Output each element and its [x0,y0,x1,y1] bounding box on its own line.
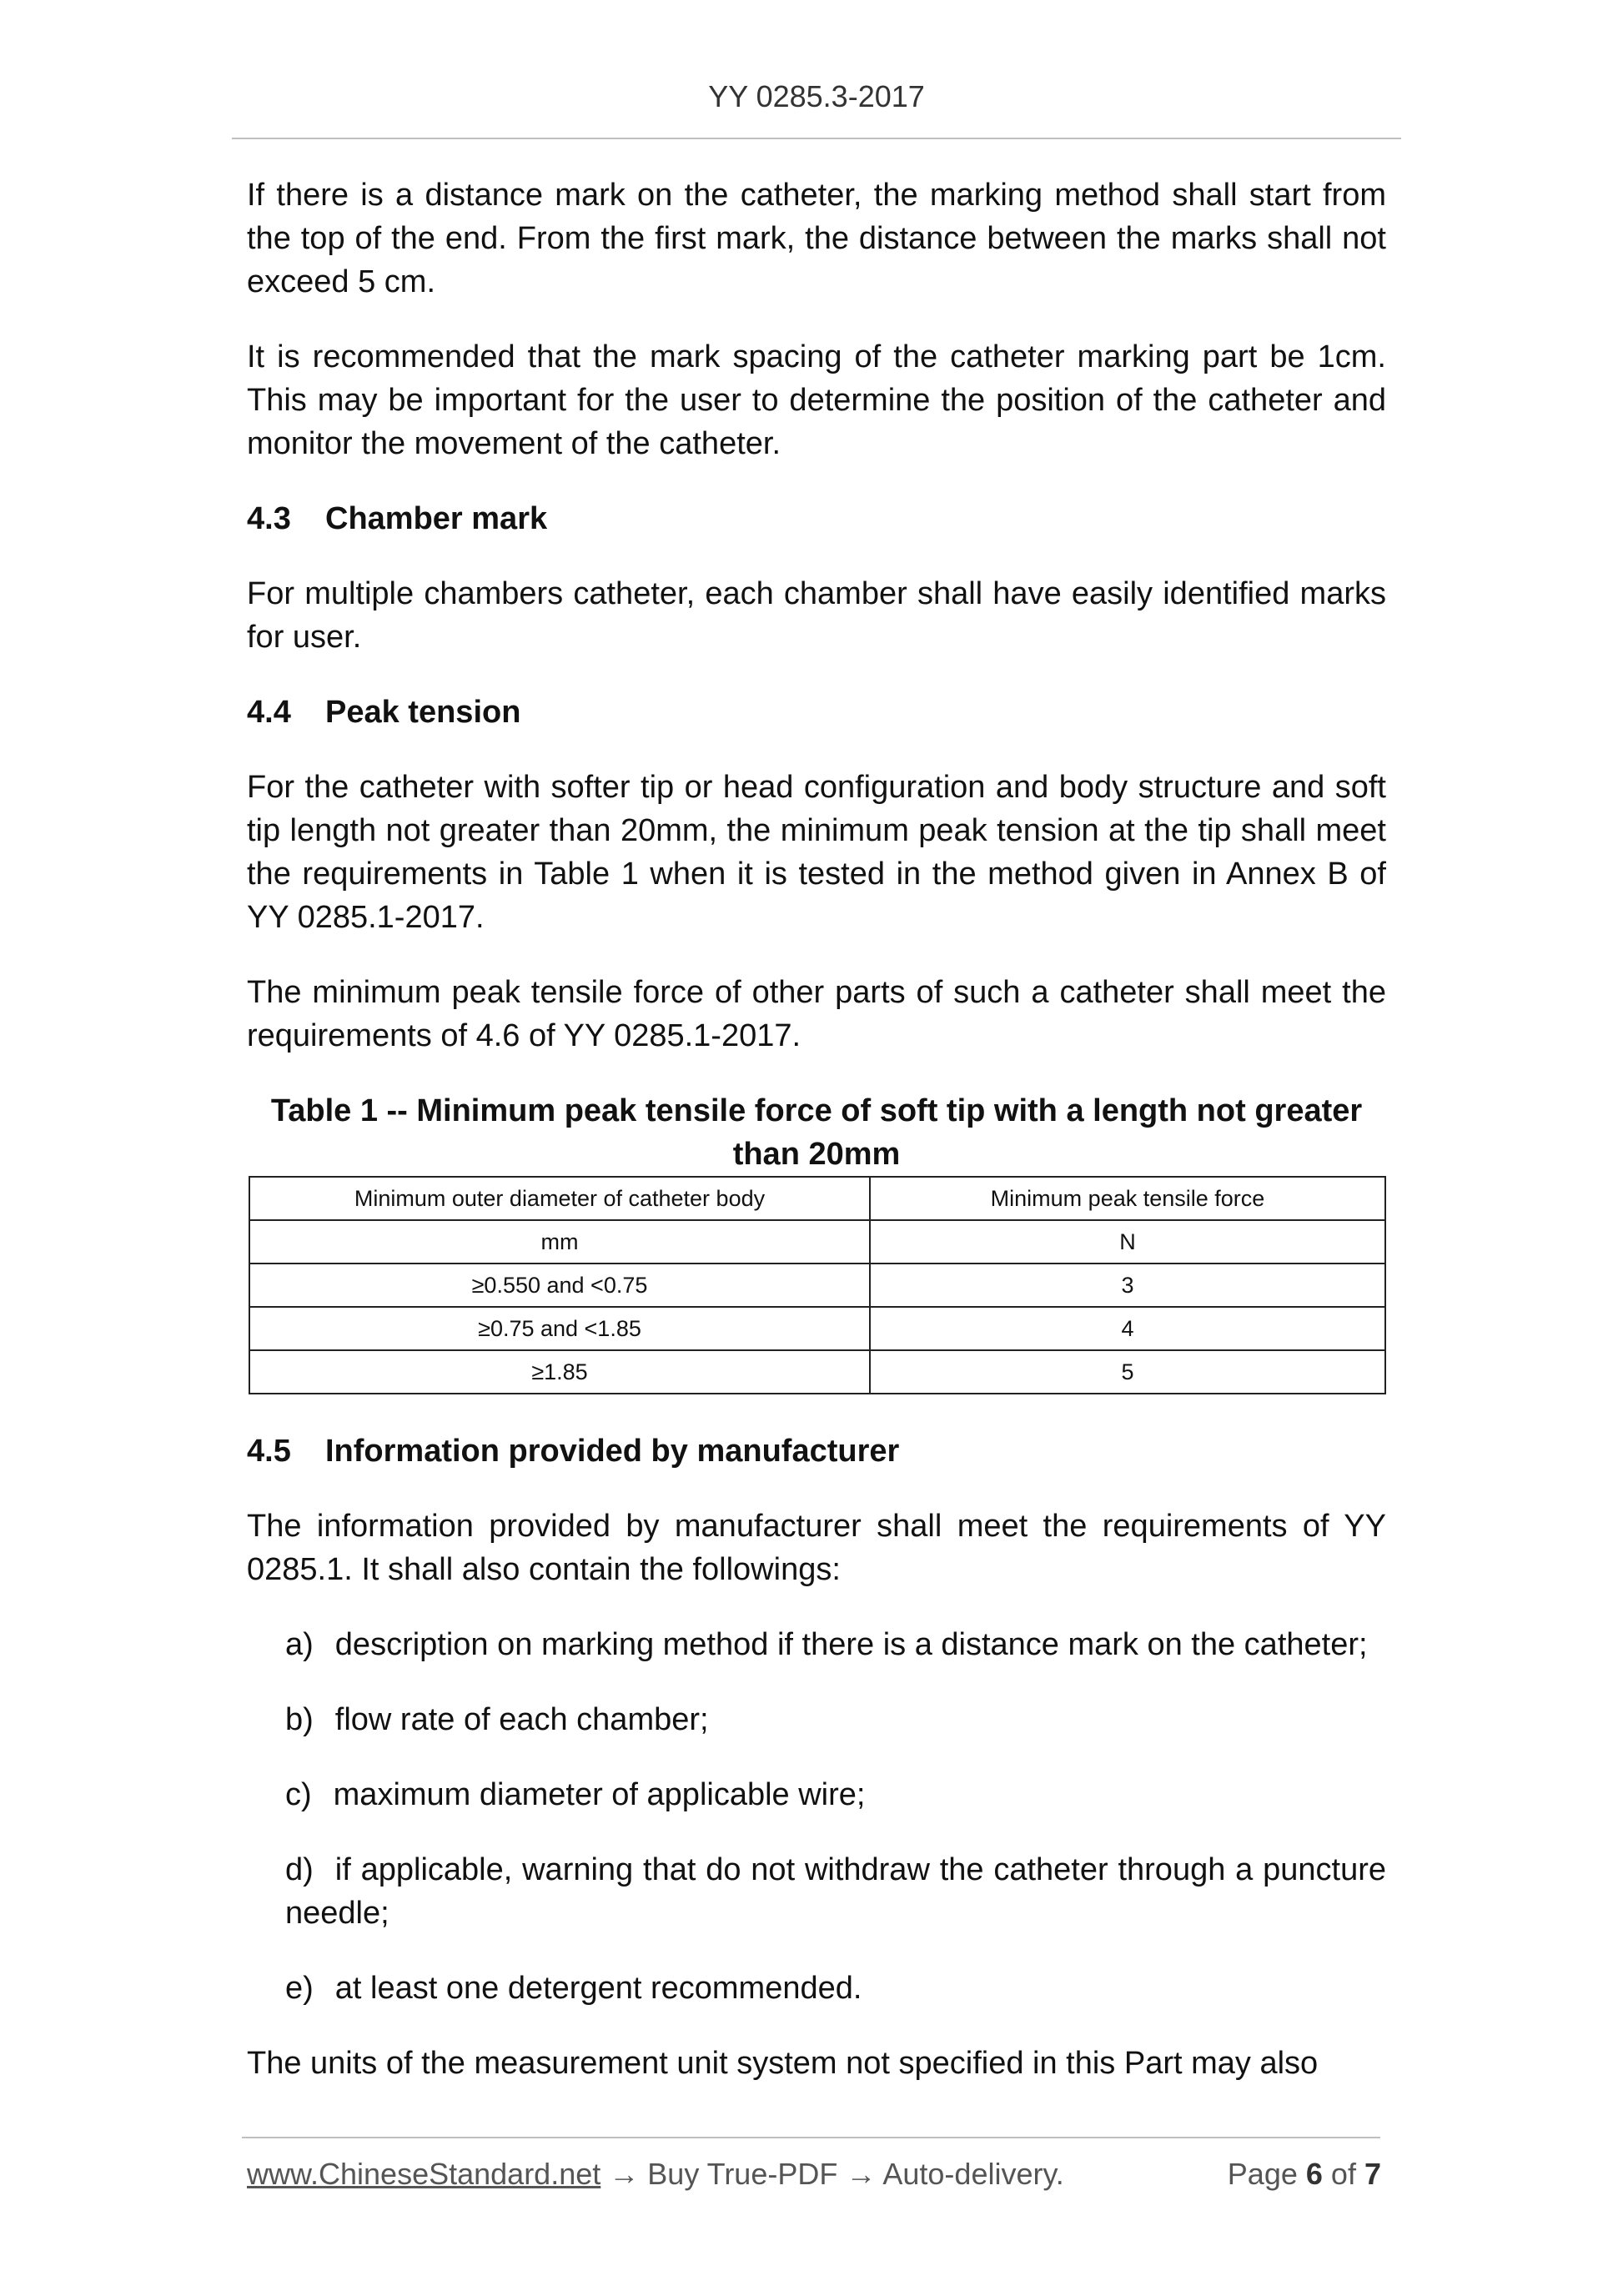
list-marker: b) [285,1702,314,1737]
paragraph-units: The units of the measurement unit system not specified in this Part may also [247,2046,1319,2081]
delivery-text: Auto-delivery. [882,2157,1064,2191]
section-title: Peak tension [325,695,521,730]
cell-diameter: ≥0.550 and <0.75 [249,1264,870,1307]
list-item-text: flow rate of each chamber; [334,1702,709,1737]
list-marker: d) [285,1852,314,1887]
list-item-text: if applicable, warning that do not withdraw the catheter through a puncture needle; [285,1852,1386,1931]
list-item [247,1698,1386,1741]
document-body [247,173,1386,2117]
cell-force: 3 [870,1264,1385,1307]
section-title: Chamber mark [325,501,548,536]
list-item-text: maximum diameter of applicable wire; [333,1777,866,1812]
tensile-force-table [249,1176,1386,1394]
page-header: YY 0285.3-2017 [708,79,925,113]
arrow-icon: → [609,2157,640,2191]
page-total: 7 [1364,2157,1381,2191]
section-heading-4-4 [247,691,1386,734]
list-item [247,1773,1386,1816]
cell-force: 5 [870,1350,1385,1394]
list-item-text: description on marking method if there is a distance mark on the catheter; [334,1627,1368,1662]
section-heading-4-3 [247,497,1386,540]
section-heading-4-5 [247,1429,1386,1473]
list-marker: a) [285,1627,314,1662]
table-row [249,1350,1385,1394]
list-item-text: at least one detergent recommended. [334,1971,862,2006]
footer-divider [242,2137,1380,2138]
page-label: Page [1227,2157,1298,2191]
website-link[interactable]: www.ChineseStandard.net [247,2157,601,2191]
page-indicator [1228,2157,1381,2192]
paragraph-manufacturer-info: The information provided by manufacturer shall meet the requirements of YY 0285.1. It shall also contain the followings: [247,1509,1386,1587]
list-item [247,1623,1386,1666]
section-number: 4.3 [247,501,291,536]
unit-diameter: mm [249,1220,870,1264]
table-unit-row [249,1220,1385,1264]
cell-diameter: ≥1.85 [249,1350,870,1394]
header-divider [232,138,1401,139]
table-caption: Table 1 -- Minimum peak tensile force of soft tip with a length not greater than 20mm [270,1093,1363,1172]
paragraph-tensile-force: The minimum peak tensile force of other parts of such a catheter shall meet the requirements of 4.6 of YY 0285.1-2017. [247,975,1386,1053]
paragraph-mark-spacing: It is recommended that the mark spacing of the catheter marking part be 1cm. This may be important for the user to determine the position of the catheter and monitor the movement of the catheter. [247,339,1386,461]
table-row [249,1264,1385,1307]
cell-force: 4 [870,1307,1385,1350]
section-number: 4.5 [247,1434,291,1469]
unit-force: N [870,1220,1385,1264]
section-title: Information provided by manufacturer [325,1434,900,1469]
list-marker: c) [285,1777,312,1812]
cell-diameter: ≥0.75 and <1.85 [249,1307,870,1350]
page-number: 6 [1305,2157,1323,2191]
table-header-row [249,1177,1385,1220]
buy-text: Buy True-PDF [647,2157,838,2191]
column-header-force: Minimum peak tensile force [870,1177,1385,1220]
page-footer [247,2157,1381,2198]
paragraph-peak-tension: For the catheter with softer tip or head configuration and body structure and soft tip length not greater than 20mm, the minimum peak tension at the tip shall meet the requirements in Table 1 when it is tested in the method given in Annex B of YY 0285.1-2017. [247,770,1386,935]
list-item [247,1848,1386,1935]
column-header-diameter: Minimum outer diameter of catheter body [249,1177,870,1220]
section-number: 4.4 [247,695,291,730]
of-label: of [1330,2157,1356,2191]
paragraph-distance-mark: If there is a distance mark on the catheter, the marking method shall start from the top of the end. From the first mark, the distance between the marks shall not exceed 5 cm. [247,178,1386,299]
table-row [249,1307,1385,1350]
arrow-icon: → [846,2157,877,2191]
list-marker: e) [285,1971,314,2006]
requirements-list [247,1623,1386,2010]
list-item [247,1967,1386,2010]
paragraph-chamber-mark: For multiple chambers catheter, each chamber shall have easily identified marks for user. [247,576,1386,655]
